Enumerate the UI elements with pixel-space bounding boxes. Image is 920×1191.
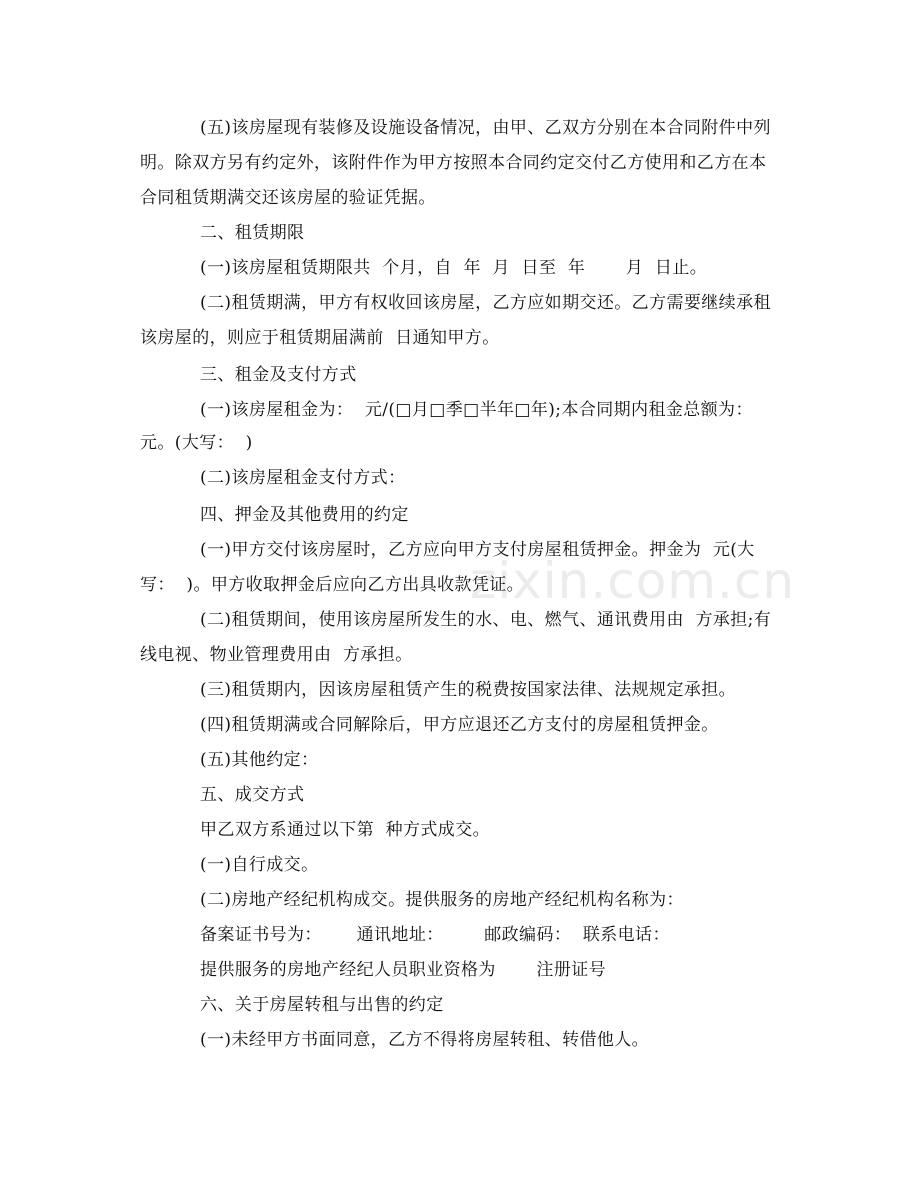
section-heading: 五、成交方式 <box>200 785 305 805</box>
section-heading: 三、租金及支付方式 <box>200 365 357 385</box>
paragraph-line: (三)租赁期内，因该房屋租赁产生的税费按国家法律、法规规定承担。 <box>200 680 737 700</box>
section-heading: 二、租赁期限 <box>200 223 305 243</box>
paragraph-line: (一)该房屋租金为： 元/(□月□季□半年□年);本合同期内租金总额为： <box>200 400 753 420</box>
paragraph-line: (二)租赁期满，甲方有权收回该房屋，乙方应如期交还。乙方需要继续承租 <box>200 293 771 313</box>
paragraph-line: (五)该房屋现有装修及设施设备情况，由甲、乙双方分别在本合同附件中列 <box>200 118 771 138</box>
paragraph-line: 线电视、物业管理费用由 方承担。 <box>140 645 413 665</box>
watermark: zixin.com.cn <box>470 552 796 610</box>
paragraph-line: 明。除双方另有约定外，该附件作为甲方按照本合同约定交付乙方使用和乙方在本 <box>140 153 767 173</box>
paragraph-line: (一)自行成交。 <box>200 855 319 875</box>
paragraph-line: (二)该房屋租金支付方式： <box>200 468 406 488</box>
paragraph-line: (五)其他约定： <box>200 750 319 770</box>
paragraph-line: 写： )。甲方收取押金后应向乙方出具收款凭证。 <box>140 575 525 595</box>
paragraph-line: 备案证书号为： 通讯地址： 邮政编码： 联系电话： <box>200 925 670 945</box>
paragraph-line: 甲乙双方系通过以下第 种方式成交。 <box>200 820 491 840</box>
paragraph-line: (四)租赁期满或合同解除后，甲方应退还乙方支付的房屋租赁押金。 <box>200 715 719 735</box>
paragraph-line: (一)甲方交付该房屋时，乙方应向甲方支付房屋租赁押金。押金为 元(大 <box>200 540 755 560</box>
section-heading: 六、关于房屋转租与出售的约定 <box>200 995 444 1015</box>
paragraph-line: 提供服务的房地产经纪人员职业资格为 注册证号 <box>200 960 607 980</box>
paragraph-line: (二)房地产经纪机构成交。提供服务的房地产经纪机构名称为： <box>200 890 684 910</box>
paragraph-line: (一)该房屋租赁期限共 个月，自 年 月 日至 年 月 日止。 <box>200 258 708 278</box>
section-heading: 四、押金及其他费用的约定 <box>200 505 409 525</box>
paragraph-line: (一)未经甲方书面同意，乙方不得将房屋转租、转借他人。 <box>200 1030 650 1050</box>
paragraph-line: 合同租赁期满交还该房屋的验证凭据。 <box>140 188 436 208</box>
paragraph-line: 元。(大写： ) <box>140 433 253 453</box>
paragraph-line: 该房屋的，则应于租赁期届满前 日通知甲方。 <box>140 328 500 348</box>
paragraph-line: (二)租赁期间，使用该房屋所发生的水、电、燃气、通讯费用由 方承担;有 <box>200 610 772 630</box>
